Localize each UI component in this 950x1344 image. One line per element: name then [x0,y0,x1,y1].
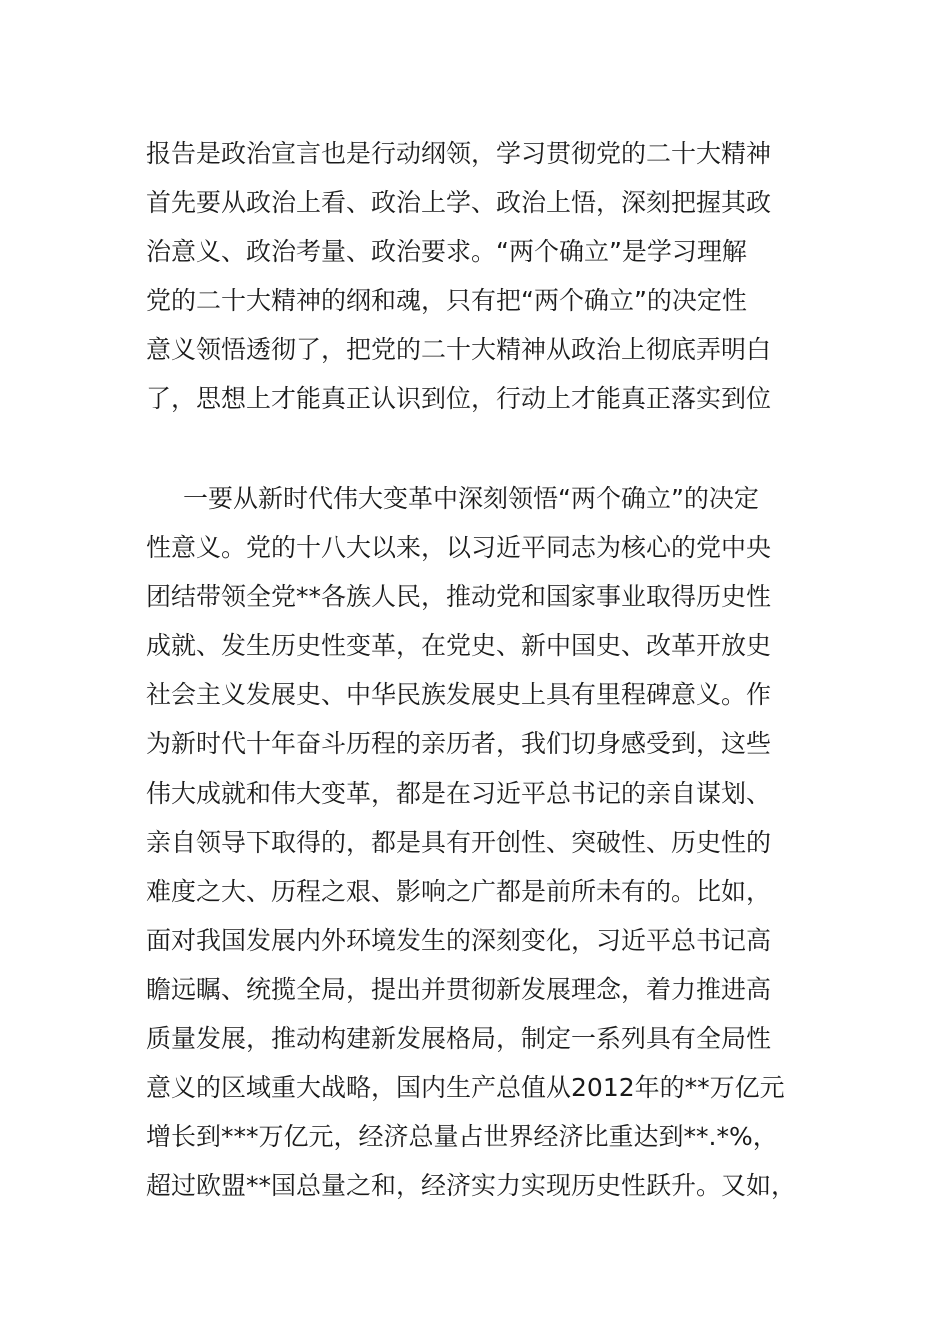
text-line: 面对我国发展内外环境发生的深刻变化，习近平总书记高 [146,925,772,955]
text-line: 治意义、政治考量、政治要求。“两个确立”是学习理解 [146,237,747,267]
text-line: 一要从新时代伟大变革中深刻领悟“两个确立”的决定 [183,484,759,513]
text-line: 性意义。党的十八大以来，以习近平同志为核心的党中央 [146,533,772,563]
text-line: 社会主义发展史、中华民族发展史上具有里程碑意义。作 [146,680,772,710]
text-line: 质量发展，推动构建新发展格局，制定一系列具有全局性 [146,1024,772,1054]
text-line: 超过欧盟**国总量之和，经济实力实现历史性跃升。又如， [146,1171,797,1201]
text-line: 瞻远瞩、统揽全局，提出并贯彻新发展理念，着力推进高 [146,974,772,1004]
text-line: 亲自领导下取得的，都是具有开创性、突破性、历史性的 [146,827,772,857]
text-line: 团结带领全党**各族人民，推动党和国家事业取得历史性 [146,582,772,612]
text-line: 首先要从政治上看、政治上学、政治上悟，深刻把握其政 [146,188,772,218]
text-line: 成就、发生历史性变革，在党史、新中国史、改革开放史 [146,631,772,661]
paragraph-1 [146,129,826,424]
text-line: 难度之大、历程之艰、影响之广都是前所未有的。比如， [146,876,772,906]
text-line: 增长到***万亿元，经济总量占世界经济比重达到**.*%， [146,1122,778,1152]
text-line: 伟大成就和伟大变革，都是在习近平总书记的亲自谋划、 [146,778,772,808]
text-line: 党的二十大精神的纲和魂，只有把“两个确立”的决定性 [146,286,747,316]
text-line: 了，思想上才能真正认识到位，行动上才能真正落实到位 [146,384,772,414]
paragraph-2 [146,474,826,1210]
text-line: 意义领悟透彻了，把党的二十大精神从政治上彻底弄明白 [146,335,772,365]
text-line: 为新时代十年奋斗历程的亲历者，我们切身感受到，这些 [146,729,772,759]
text-line: 意义的区域重大战略，国内生产总值从2012年的**万亿元 [146,1073,785,1103]
text-line: 报告是政治宣言也是行动纲领，学习贯彻党的二十大精神 [146,139,772,168]
